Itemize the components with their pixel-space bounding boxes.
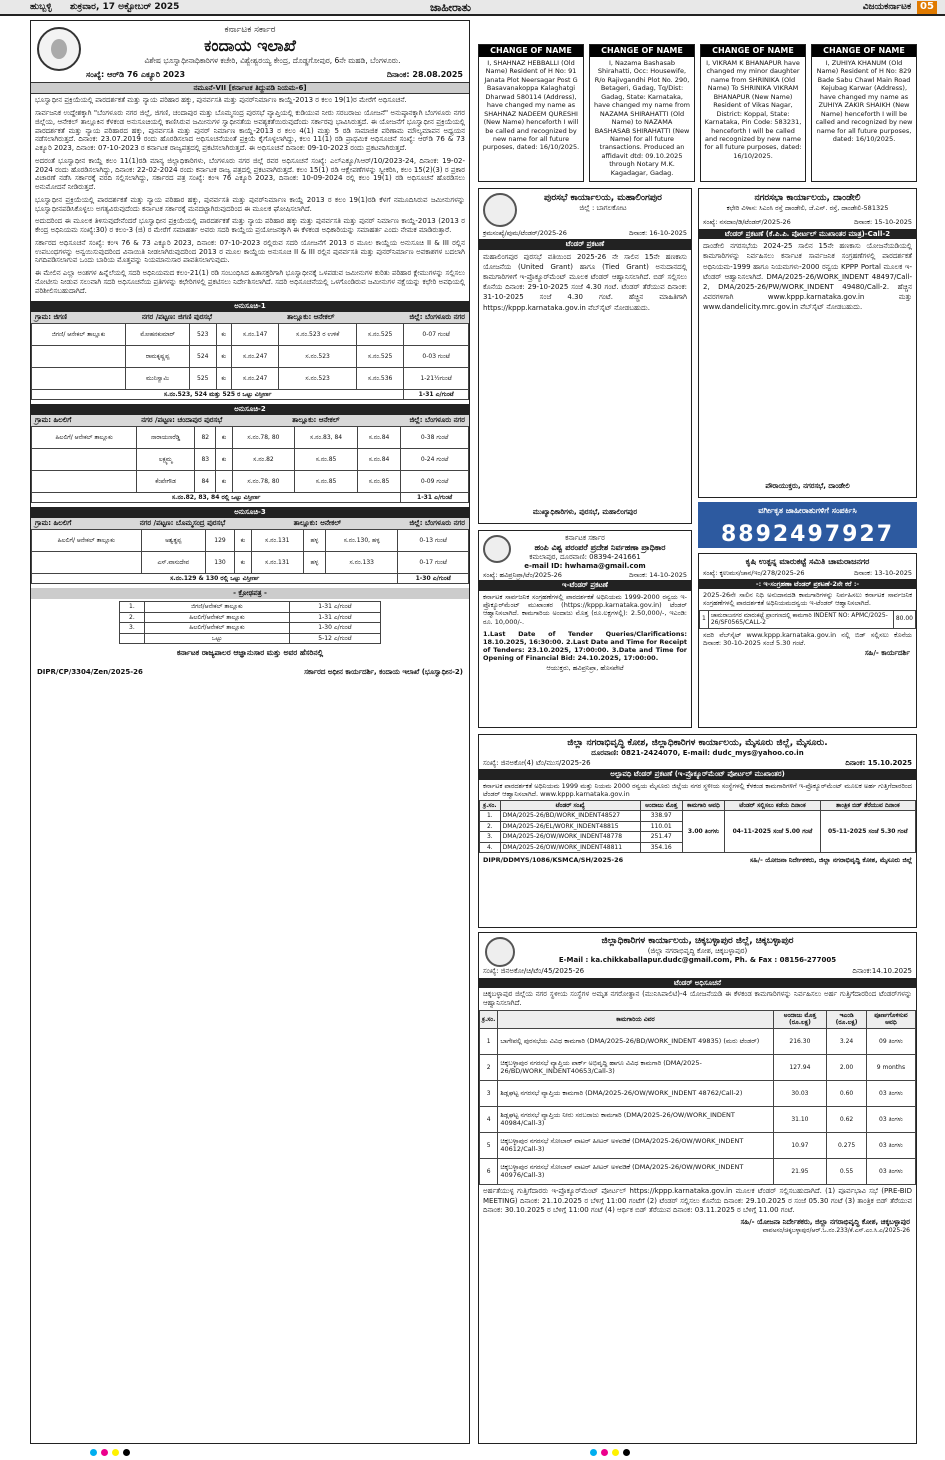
column-header: ಟೆಂಡರ್ ಸಂಖ್ಯೆ (500, 800, 640, 811)
table-cell: 110.01 (640, 821, 682, 832)
govt-label: ಕರ್ನಾಟಕ ಸರ್ಕಾರ (565, 534, 605, 542)
mysuru-table (479, 800, 916, 854)
table-cell: 525 (190, 367, 216, 389)
ref-number: ಸಂಖ್ಯೆ: ಜಿನಅಕೋ(4) ಟೆಂ/ಮುಸ/2025-26 (483, 759, 591, 767)
table-cell: ಕು (216, 426, 232, 448)
table-cell: 03 ತಿಂಗಳು (866, 1132, 915, 1158)
table-cell: ಕು (216, 470, 232, 492)
table-cell: ಸ.ನಂ.78, 80 (232, 470, 295, 492)
total-row (32, 389, 469, 400)
table-cell: 1-30 ಎ/ಗುಂಟೆ (289, 623, 381, 634)
cell: 80.00 (893, 610, 915, 628)
table-cell (32, 470, 137, 492)
table-cell: ಅಶ್ವತ್ಥಪ್ಪ (141, 529, 205, 551)
table-cell: ಚಿಕ್ಕಬಳ್ಳಾಪುರ ನಗರಸಭೆ ವ್ಯಾಪ್ತಿಯ ಪಾರ್ಕ್ ಅಭಿವೃದ್ಧಿ ಹಾಗೂ ವಿವಿಧ ಕಾಮಗಾರಿ (DMA/2025-26/BD/WORK_INDENT40653/Call-3) (498, 1054, 773, 1080)
table-cell: ಸ.ನಂ.78, 80 (232, 426, 295, 448)
table-cell: DMA/2025-26/BD/WORK_INDENT48527 (500, 811, 640, 822)
dept-title: ಕಂದಾಯ ಇಲಾಖೆ (204, 36, 296, 56)
dipr-code: ವಾಪಅಸಂ/ಚಿಕ್ಕಬಳ್ಳಾಪುರ/ಆರ್.ಓ.ನಂ.233/ಕೆ.ಎಸ್.ಎಂ.ಸಿ.ಎ/2025-26 (762, 1226, 910, 1234)
table-cell: 524 (190, 345, 216, 367)
table-cell: 1-21½ಗುಂಟೆ (404, 367, 469, 389)
table-cell: 1-31 ಎ/ಗುಂಟೆ (289, 602, 381, 613)
para-3: ಅದರಂತೆ ಭೂಸ್ವಾಧೀನ ಕಾಯ್ದೆ ಕಲಂ 11(1)ರಡಿ ಮಾನ್ಯ ಜಿಲ್ಲಾಧಿಕಾರಿಗಳು, ಬೆಂಗಳೂರು ನಗರ ಜಿಲ್ಲೆ ರವರ ಅಧಿಸೂಚನೆ ಸಂಖ್ಯೆ: ಎಲ್‌ಎಕ್ಯೂ/ಸಿಆರ್/10/2023-24, ದಿನಾಂಕ: 19-02-2024 ರಂದು ಹೊರಡಿಸಲಾಗಿದ್ದು, ದಿನಾಂಕ: 22-02-2024 ರಂದು ಕರ್ನಾಟಕ ರಾಜ್ಯ ಪತ್ರದಲ್ಲಿ ಪ್ರಕಟವಾಗಿರುತ್ತದೆ. ಕಲಂ 15(1) ರಡಿ ಆಕ್ಷೇಪಣೆಗಳನ್ನು ಸ್ವೀಕರಿಸಿ, ಕಲಂ 15(2)(3) ರ ಪ್ರಕಾರ ವಿಚಾರಣೆ ನಡೆಸಿ ಸರ್ಕಾರಕ್ಕೆ ವರದಿ ಸಲ್ಲಿಸಲಾಗಿದ್ದು, ಸರ್ಕಾರದ ಪತ್ರ ಸಂಖ್ಯೆ: ಕಂಇ 76 ಎಕ್ಯೂರಿ 2023, ದಿನಾಂಕ: 10-09-2024 ರಲ್ಲಿ ಕಲಂ 19(1) ರಡಿ ಅಧಿಸೂಚನೆ ಹೊರಡಿಸಲು ಅನುಮೋದನೆ ನೀಡಿರುತ್ತದೆ. (35, 156, 465, 192)
table-cell: ಸ.ನಂ.84 (357, 426, 400, 448)
table-cell: 0-09 ಗುಂಟೆ (401, 470, 469, 492)
table-cell: ಸ.ನಂ.84 (357, 448, 400, 470)
schedule-table (31, 323, 469, 401)
hampi-tender (478, 530, 692, 728)
table-cell: 0-13 ಗುಂಟೆ (398, 529, 469, 551)
tender-heading: ಅಲ್ಪಾವಧಿ ಟೆಂಡರ್ ಪ್ರಕಟಣೆ (ಇ-ಪ್ರೊಕ್ಯೂರ್‌ಮೆಂಟ್ ಪೋರ್ಟಲ್ ಮುಖಾಂತರ) (479, 769, 916, 780)
page-number: 05 (917, 1, 937, 14)
table-cell: 1 (480, 1028, 498, 1054)
table-cell: 03 ತಿಂಗಳು (866, 1080, 915, 1106)
table-cell: ಜಿಗಣಿ/ ಆನೇಕಲ್ ತಾಲ್ಲೂಕು (32, 323, 126, 345)
ref-date: ದಿನಾಂಕ: 15-10-2025 (854, 218, 912, 227)
land-acquisition-notice (30, 20, 470, 1444)
signatory: ಪೌರಾಯುಕ್ತರು, ನಗರಸಭೆ, ದಾಂಡೇಲಿ (765, 482, 850, 491)
table-cell: ಶಿಡ್ಲಘಟ್ಟ ನಗರಸಭೆ ವ್ಯಾಪ್ತಿಯ ಕಾಮಗಾರಿ (DMA/2025-26/OW/WORK_INDENT 48762/Call-2) (498, 1080, 773, 1106)
table-cell: ಕು (216, 323, 231, 345)
tender-body: ಕರ್ನಾಟಕ ಸಾರ್ವಜನಿಕ ಸಂಗ್ರಹಣೆಗಳಲ್ಲಿ ಪಾರದರ್ಶಕತೆ ಅಧಿನಿಯಮ 1999-2000 ರನ್ವಯ ಇ-ಪ್ರೊಕ್ಯೂರ್‌ಮೆಂಟ್ ಮುಖಾಂತರ (https://kppp.karnataka.gov.in) ಟೆಂಡರ್ ಆಹ್ವಾನಿಸಲಾಗಿದೆ. ಕಾಮಗಾರಿಯ ಅಂದಾಜು ಮೊತ್ತ (ರೂ.ಲಕ್ಷಗಳಲ್ಲಿ): 2.50,000/-, ಇಎಂಡಿ: ರೂ. 10,000/-. (483, 593, 687, 626)
notice-heading: CHANGE OF NAME (701, 45, 805, 57)
table-row (32, 426, 469, 448)
location-taluk: ತಾಲ್ಲೂಕು: ಆನೇಕಲ್ (287, 313, 335, 322)
table-cell: ಸ.ನಂ.130, ಹಳ್ಳ (326, 529, 398, 551)
tender-dates: 1.Last Date of Tender Queries/Clarifications: 18.10.2025, 16:30:00. 2.Last Date and Time for Receipt of Tenders: 23.10.2025, 17:00:00. 3.Date and Time for Opening of Financial Bid: 24.10.2025, 17:00:00. (483, 629, 687, 662)
tender-heading: ಇ-ಟೆಂಡರ್ ಪ್ರಕಟಣೆ (479, 580, 691, 591)
para-7: ಈ ಮೇಲಿನ ಎಲ್ಲಾ ಅಂಶಗಳ ಹಿನ್ನೆಲೆಯಲ್ಲಿ ಸದರಿ ಅಧಿನಿಯಮದ ಕಲಂ-21(1) ರಡಿ ಸಂಬಂಧಿಸಿದ ಹಿತಾಸಕ್ತರಿಗಾಗಿ ಭೂಸ್ವಾಧೀನಕ್ಕೆ ಒಳಪಡುವ ಜಮೀನುಗಳ ಕುರಿತು ಪರಿಹಾರ ಕ್ಲೇಮುಗಳನ್ನು ಸಲ್ಲಿಸಲು ನೋಟೀಸು ನೀಡುವ ಸಲುವಾಗಿ ಸದರಿ ಅಧಿಸೂಚನೆಯ ಪ್ರತಿಗಳನ್ನು ಕಛೇರಿಗಳಲ್ಲಿ ಪ್ರಕಟಿಸಲು ನಿರ್ದೇಶಿಸಲಾಗಿದೆ. ಸದರಿ ಅಧಿಸೂಚನೆಯಲ್ಲಿ ಒಳಗೊಂಡಿರುವ ಜಮೀನುಗಳ ನಕ್ಷೆಯನ್ನು ಕಛೇರಿ ಅವಧಿಯಲ್ಲಿ ಪರಿಶೀಲಿಸಬಹುದಾಗಿದೆ. (35, 269, 465, 295)
table-cell: ಸ.ನಂ.523 (279, 367, 357, 389)
table-row (700, 610, 916, 628)
table-cell: ಸ.ನಂ.131 (251, 529, 303, 551)
govt-seal-icon (483, 535, 511, 563)
table-cell: ಸ.ನಂ.523 ರ ಉಳಿಕೆ (279, 323, 357, 345)
table-cell: 130 (206, 551, 235, 573)
table-cell: 0-07 ಗುಂಟೆ (404, 323, 469, 345)
apmc-tender (698, 553, 917, 728)
schedule-table (31, 529, 469, 585)
column-header: ಪೂರ್ಣಗೊಳಿಸುವ ಅವಧಿ (866, 1010, 915, 1028)
table-row (119, 623, 381, 634)
office-contact: ದೂರವಾಣಿ: 0821-2424070, E-mail: dudc_mys@yahoo.co.in (591, 749, 804, 758)
table-cell: 09 ತಿಂಗಳು (866, 1028, 915, 1054)
office-district: ಜಿಲ್ಲೆ : ಬಾಗಲಕೋಟ (579, 204, 627, 213)
table-row (32, 470, 469, 492)
office-title: ನಗರಸಭಾ ಕಾರ್ಯಾಲಯ, ದಾಂಡೇಲಿ (754, 193, 861, 203)
column-header: ತಾಂತ್ರಿಕ ಬಿಡ್ ತೆರೆಯುವ ದಿನಾಂಕ (820, 800, 915, 811)
table-cell: 5 (480, 1132, 498, 1158)
table-cell: ಸ.ನಂ.131 (251, 551, 303, 573)
table-cell: ಹಿಲಲಿಗೆ/ ಆನೇಕಲ್ ತಾಲ್ಲೂಕು (32, 529, 142, 551)
office-subtitle: (ಜಿಲ್ಲಾ ನಗರಾಭಿವೃದ್ಧಿ ಕೋಶ, ಚಿಕ್ಕಬಳ್ಳಾಪುರ) (647, 947, 748, 956)
total-row (32, 573, 469, 584)
registration-marks-left (90, 1449, 130, 1456)
table-cell: 4. (480, 842, 501, 853)
table-cell: 0-38 ಗುಂಟೆ (401, 426, 469, 448)
table-row (32, 345, 469, 367)
table-cell: 84 (195, 470, 216, 492)
location-village: ಗ್ರಾಮ: ಹಿಲಲಿಗೆ (35, 416, 72, 425)
location-taluk: ತಾಲ್ಲೂಕು: ಆನೇಕಲ್ (292, 416, 340, 425)
summary-title: - ಕ್ರೋಢಪತ್ರ - (31, 588, 469, 599)
table-cell (32, 367, 126, 389)
schedule-location (31, 518, 469, 529)
office-title: ಪುರಸಭೆ ಕಾರ್ಯಾಲಯ, ಮಹಾಲಿಂಗಪುರ (544, 193, 662, 203)
table-cell: 216.30 (773, 1028, 827, 1054)
ref-date: ದಿನಾಂಕ: 14-10-2025 (629, 571, 687, 580)
form-heading: ನಮೂನೆ-VII [ಕರ್ನಾಟಕ ತಿದ್ದುಪಡಿ ನಿಯಮ-6] (31, 82, 469, 95)
notice-heading: CHANGE OF NAME (479, 45, 583, 57)
table-cell (119, 633, 145, 644)
table-row (480, 1054, 916, 1080)
table-cell: ಚಿಕ್ಕಬಳ್ಳಾಪುರ ನಗರಸಭೆ ಸೋಲಾರ್ ವಾಟರ್ ಹೀಟರ್ ಅಳವಡಿಕೆ (DMA/2025-26/OW/WORK_INDENT 40612/Call-3) (498, 1132, 773, 1158)
table-cell: ಸ.ನಂ.85 (295, 448, 358, 470)
location-district: ಜಿಲ್ಲೆ: ಬೆಂಗಳೂರು ನಗರ (409, 313, 465, 322)
tender-body: ಮಹಾಲಿಂಗಪುರ ಪುರಸಭೆ ವತಿಯಿಂದ 2025-26 ನೇ ಸಾಲಿನ 15ನೇ ಹಣಕಾಸು ಯೋಜನೆಯ (United Grant) ಹಾಗೂ (Tied Grant) ಅನುದಾನದಲ್ಲಿ ಕಾಮಗಾರಿಗಳಿಗೆ ಇ-ಪ್ರೊಕ್ಯೂರ್‌ಮೆಂಟ್ ಮೂಲಕ ಟೆಂಡರ್ ಆಹ್ವಾನಿಸಲಾಗಿದೆ. ಬಿಡ್ ಸಲ್ಲಿಸಲು ಕೊನೆಯ ದಿನಾಂಕ: 29-10-2025 ಸಂಜೆ 4.30 ಗಂಟೆ. ಟೆಂಡರ್ ತೆರೆಯುವ ದಿನಾಂಕ: 31-10-2025 ಸಂಜೆ 4.30 ಗಂಟೆ. ಹೆಚ್ಚಿನ ಮಾಹಿತಿಗಾಗಿ https://kppp.karnataka.gov.in ವೆಬ್‌ಸೈಟ್ ನೋಡಬಹುದು. (483, 252, 687, 312)
table-row (480, 1080, 916, 1106)
office-title: ಜಿಲ್ಲಾಧಿಕಾರಿಗಳ ಕಾರ್ಯಾಲಯ, ಚಿಕ್ಕಬಳ್ಳಾಪುರ ಜಿಲ್ಲೆ, ಚಿಕ್ಕಬಳ್ಳಾಪುರ (601, 936, 794, 946)
table-cell: 2.00 (827, 1054, 867, 1080)
ref-number: ಸಂಖ್ಯೆ: ಹವಿಪ್ರನಿಪ್ರಾ/ಟೆಂ/2025-26 (483, 571, 562, 580)
chikkaballapur-table (479, 1010, 916, 1185)
dandeli-tender (698, 188, 917, 498)
table-cell: 2 (480, 1054, 498, 1080)
table-row (32, 323, 469, 345)
column-header: ಕಾಮಗಾರಿಯ ವಿವರ (498, 1010, 773, 1028)
column-header: ಅಂದಾಜು ಮೊತ್ತ (ರೂ.ಲಕ್ಷ) (773, 1010, 827, 1028)
signatory: ಸಹಿ/- ಕಾರ್ಯದರ್ಶಿ (864, 648, 910, 657)
table-cell: ಲಕ್ಷ್ಮಮ್ಮ (137, 448, 195, 470)
dipr-code: DIPR/DDMYS/1086/KSMCA/SH/2025-26 (483, 856, 624, 865)
table-cell: ಕು (216, 448, 232, 470)
total-label: ಸ.ನಂ.129 & 130 ರಲ್ಲಿ ಒಟ್ಟು ವಿಸ್ತೀರ್ಣ (32, 573, 398, 584)
ref-date: ದಿನಾಂಕ:14.10.2025 (852, 966, 912, 975)
table-cell: ಮುನಿಸ್ವಾಮಿ (126, 367, 190, 389)
table-cell: ಸ.ನಂ.85 (357, 470, 400, 492)
table-cell: 5-12 ಎ/ಗುಂಟೆ (289, 633, 381, 644)
office-phone: ಕಮಲಾಪುರ, ದೂರವಾಣಿ: 08394-241661 (529, 552, 641, 561)
total-value: 1-31 ಎ/ಗುಂಟೆ (401, 492, 469, 503)
column-header: ಕ್ರ.ಸಂ. (480, 800, 501, 811)
schedule-title: ಅನುಸೂಚಿ-1 (31, 301, 469, 312)
table-cell: 0-24 ಗುಂಟೆ (401, 448, 469, 470)
table-row (32, 529, 469, 551)
table-cell: ಸ.ನಂ.536 (356, 367, 403, 389)
apmc-table (699, 610, 916, 629)
location-town: ನಗರ /ಪಟ್ಟಣ: ಬೊಮ್ಮಸಂದ್ರ ಪುರಸಭೆ (139, 519, 226, 528)
sign-line-2: ಸರ್ಕಾರದ ಅಧೀನ ಕಾರ್ಯದರ್ಶಿ, ಕಂದಾಯ ಇಲಾಖೆ (ಭೂಸ್ವಾಧೀನ-2) (304, 667, 463, 676)
table-cell: 3.24 (827, 1028, 867, 1054)
signatory: ಮುಖ್ಯಾಧಿಕಾರಿಗಳು, ಪುರಸಭೆ, ಮಹಾಲಿಂಗಪುರ (532, 508, 638, 517)
tender-heading: ಟೆಂಡರ್ ಪ್ರಕಟಣೆ (479, 239, 691, 250)
table-cell: ಬಾಗೇಪಲ್ಲಿ ಪುರಸಭೆಯ ವಿವಿಧ ಕಾಮಗಾರಿ (DMA/2025-26/BD/WORK_INDENT 49835) (ಮರು ಟೆಂಡರ್) (498, 1028, 773, 1054)
office-title: ಕೃಷಿ ಉತ್ಪನ್ನ ಮಾರುಕಟ್ಟೆ ಸಮಿತಿ ಚಾಮರಾಜನಗರ (745, 557, 870, 566)
table-cell: 3. (119, 623, 145, 634)
edition-label: ಹುಬ್ಬಳ್ಳಿ (30, 2, 52, 12)
tender-body: ಕರ್ನಾಟಕ ಪಾರದರ್ಶಕತೆ ಅಧಿನಿಯಮ 1999 ಮತ್ತು ನಿಯಮ 2000 ರನ್ವಯ ಮೈಸೂರು ಜಿಲ್ಲೆಯ ನಗರ ಸ್ಥಳೀಯ ಸಂಸ್ಥೆಗಳಲ್ಲಿ ಕೆಳಕಂಡ ಕಾಮಗಾರಿಗಳಿಗೆ ಇ-ಪ್ರೊಕ್ಯೂರ್‌ಮೆಂಟ್ ಮೂಲಕ ಅರ್ಹ ಗುತ್ತಿಗೆದಾರರಿಂದ ಟೆಂಡರ್ ಆಹ್ವಾನಿಸಲಾಗಿದೆ. www.kppp.karnataka.gov.in (483, 781, 912, 798)
table-row (32, 448, 469, 470)
table-cell: ಹಿಲಲಿಗೆ/ಆನೇಕಲ್ ತಾಲ್ಲೂಕು (145, 612, 289, 623)
notice-heading: CHANGE OF NAME (812, 45, 916, 57)
table-cell: ಹಳ್ಳ (303, 529, 326, 551)
notice-text: I, ZUHIYA KHANUM (Old Name) Resident of H No: 829 Bade Sabu Chawl Main Road Kejubag Karwar (Address), have changed my name as ZUHIYA ZAKIR SHAIKH (New Name) henceforth I will be called and recognized by new name for all future purposes, dated: 16/10/2025. (815, 59, 913, 143)
office-email: e-mail ID: hwhama@gmail.com (524, 561, 646, 570)
table-cell: ಹಿಲಲಿಗೆ/ಆನೇಕಲ್ ತಾಲ್ಲೂಕು (145, 623, 289, 634)
table-row (480, 1158, 916, 1184)
location-village: ಗ್ರಾಮ: ಹಿಲಲಿಗೆ (35, 519, 72, 528)
table-cell: ಕು (216, 345, 231, 367)
notice-heading: CHANGE OF NAME (590, 45, 694, 57)
masthead: ವಿಜಯಕರ್ನಾಟಕ (862, 2, 911, 12)
column-header: ಕ್ರ.ಸಂ. (480, 1010, 498, 1028)
table-cell (32, 448, 137, 470)
table-cell: 354.16 (640, 842, 682, 853)
schedule-table (31, 426, 469, 504)
table-cell: ರಾಮಕೃಷ್ಣಪ್ಪ (126, 345, 190, 367)
notice-text: I, SHAHNAZ HEBBALLI (Old Name) Resident of H No: 91 Janata Plot Neersagar Post G Basavanakoppa Kalaghatgi Dharwad 580114 (Address), have changed my name as SHAHNAZ NADEEM QURESHI (New Name) henceforth I will be called and recognized by new name for all future purposes, dated: 16/10/2025. (482, 59, 580, 152)
table-row (480, 1028, 916, 1054)
table-cell: ಸ.ನಂ.133 (326, 551, 398, 573)
schedule-location (31, 312, 469, 323)
table-cell: ಶಿಡ್ಲಘಟ್ಟ ನಗರಸಭೆ ವ್ಯಾಪ್ತಿಯ ನೀರು ಸರಬರಾಜು ಕಾಮಗಾರಿ (DMA/2025-26/OW/WORK_INDENT 40984/Call-3) (498, 1106, 773, 1132)
dipr-code: DIPR/CP/3304/Zen/2025-26 (37, 667, 143, 676)
table-cell: ಕು (234, 529, 251, 551)
table-cell: 21.95 (773, 1158, 827, 1184)
govt-label: ಕರ್ನಾಟಕ ಸರ್ಕಾರ (224, 25, 276, 35)
column-header: ಕಾಮಗಾರಿ ಅವಧಿ (682, 800, 725, 811)
sign-line-1: ಕರ್ನಾಟಕ ರಾಜ್ಯಪಾಲರ ಆಜ್ಞಾನುಸಾರ ಮತ್ತು ಅವರ ಹೆಸರಿನಲ್ಲಿ (176, 648, 324, 658)
notice-date: ದಿನಾಂಕ: 28.08.2025 (386, 69, 463, 79)
tender-heading: ಟೆಂಡರ್ ಅಧಿಸೂಚನೆ (479, 978, 916, 989)
para-5: ಅದುದರಿಂದ ಈ ಮೂಲಕ ತಿಳಿಸುವುದೇನೆಂದರೆ ಭೂಸ್ವಾಧೀನ ಪ್ರಕ್ರಿಯೆಯಲ್ಲಿ ಪಾರದರ್ಶಕತೆ ಮತ್ತು ನ್ಯಾಯ ಪರಿಹಾರ ಹಕ್ಕು ಮತ್ತು ಪುನರ್ವಸತಿ ಮತ್ತು ಪುನರ್ ನಿರ್ಮಾಣ ಕಾಯ್ದೆ-2013 (2013 ರ ಕೇಂದ್ರ ಅಧಿನಿಯಮ ಸಂಖ್ಯೆ:30) ರ ಕಲಂ-3 (ಜಿ) ರ ಮೇರೆಗೆ ಸಮಾಹರ್ತ ಅವರು ಸದರಿ ಕಾಯ್ದೆಯ ಪ್ರಯೋಜನಕ್ಕಾಗಿ ಈ ಕೆಳಕಂಡ ಅಧಿಕಾರಿಯನ್ನು ಸಮಾಹರ್ತ ಎಂದು ನೇಮಕ ಮಾಡಿರುತ್ತಾರೆ. (35, 217, 465, 235)
table-cell: ಸ.ನಂ.85 (295, 470, 358, 492)
cell: ಚಾಮರಾಜನಗರ ಮಾರುಕಟ್ಟೆ ಪ್ರಾಂಗಣದಲ್ಲಿ ಕಾಮಗಾರಿ INDENT NO: APMC/2025-26/SF0565/CALL-2 (708, 610, 893, 628)
table-cell: 338.97 (640, 811, 682, 822)
section-title: ಜಾಹೀರಾತು (430, 1, 472, 14)
office-title: ಜಿಲ್ಲಾ ನಗರಾಭಿವೃದ್ಧಿ ಕೋಶ, ಜಿಲ್ಲಾಧಿಕಾರಿಗಳ ಕಾರ್ಯಾಲಯ, ಮೈಸೂರು ಜಿಲ್ಲೆ, ಮೈಸೂರು. (567, 738, 828, 748)
column-header: ಇಎಂಡಿ (ರೂ.ಲಕ್ಷ) (827, 1010, 867, 1028)
issue-date: ಶುಕ್ರವಾರ, 17 ಅಕ್ಟೋಬರ್ 2025 (70, 2, 180, 12)
office-contact: E-Mail : ka.chikkaballapur.dudc@gmail.com, Ph. & Fax : 08156-277005 (558, 956, 837, 964)
table-cell: ಸ.ನಂ.523 (279, 345, 357, 367)
table-cell: ಸ.ನಂ.83, 84 (295, 426, 358, 448)
table-cell: 0.55 (827, 1158, 867, 1184)
notice-ref: ಸಂಖ್ಯೆ: ಆರ್‌ಡಿ 76 ಎಕ್ಯೂರಿ 2023 (86, 69, 186, 79)
table-cell: ಹಳ್ಳ (303, 551, 326, 573)
table-cell: ಸ.ನಂ.247 (231, 367, 278, 389)
para-6: ಸರ್ಕಾರದ ಅಧಿಸೂಚನೆ ಸಂಖ್ಯೆ: ಕಂಇ 76 & 73 ಎಕ್ಯೂರಿ 2023, ದಿನಾಂಕ: 07-10-2023 ರಲ್ಲಿರುವ ಸದರಿ ಯೋಜನೆಗೆ 2013 ರ ಮೂಲ ಕಾಯ್ದೆಯ ಅನುಸೂಚಿ II & III ರಲ್ಲಿನ ಉಪಬಂಧಗಳನ್ನು ಅನ್ವಯಿಸುವುದರಿಂದ ವಿನಾಯಿತಿ ನೀಡಲಾಗಿರುವುದರಿಂದ 2013 ರ ಮೂಲ ಕಾಯ್ದೆಯ ಅನುಸೂಚಿ II & III ರಲ್ಲಿನ ಪುನರ್ವಸತಿ ಮತ್ತು ಪುನರ್‌ನಿರ್ಮಾಣ ಅವಕಾಶಗಳ ಬದಲಾಗಿ ನಿಗದಿಪಡಿಸಲಾಗುವ ಒಂದು ಬಾರಿಯ ಮೊತ್ತವನ್ನು ನಿಯಮಾನುಸಾರ ಪಾವತಿಸಲಾಗುವುದು. (35, 238, 465, 265)
office-address: ವಿಶೇಷ ಭೂಸ್ವಾಧೀನಾಧಿಕಾರಿಗಳ ಕಚೇರಿ, ವಿಶ್ವೇಶ್ವರಯ್ಯ ಕೇಂದ್ರ, ದೊಡ್ಡಗೋಪುರ, 6ನೇ ಮಹಡಿ, ಬೆಂಗಳೂರು. (144, 56, 401, 66)
signatory: ಆಯುಕ್ತರು, ಹವಿಪ್ರನಿಪ್ರಾ, ಹೊಸಪೇಟೆ (546, 664, 624, 673)
tender-footer: ಸದರಿ ವೆಬ್‌ಸೈಟ್ www.kppp.karnataka.gov.in ನಲ್ಲಿ ಬಿಡ್ ಸಲ್ಲಿಸಲು ಕೊನೆಯ ದಿನಾಂಕ: 30-10-2025 ಸಂಜೆ 5.30 ಗಂಟೆ. (703, 630, 912, 647)
location-district: ಜಿಲ್ಲೆ: ಬೆಂಗಳೂರು ನಗರ (409, 416, 465, 425)
table-cell: 83 (195, 448, 216, 470)
table-row (32, 551, 469, 573)
total-row (32, 492, 469, 503)
table-cell: ಸ.ನಂ.525 (356, 345, 403, 367)
mahalingapur-tender (478, 188, 692, 524)
para-4: ಭೂಸ್ವಾಧೀನ ಪ್ರಕ್ರಿಯೆಯಲ್ಲಿ ಪಾರದರ್ಶಕತೆ ಮತ್ತು ನ್ಯಾಯ ಪರಿಹಾರ ಹಕ್ಕು, ಪುನರ್ವಸತಿ ಮತ್ತು ಪುನರ್‌ನಿರ್ಮಾಣ ಕಾಯ್ದೆ 2013 ರ ಕಲಂ 19(1)ರಡಿ ಕೆಳಗೆ ನಮೂದಿಸಿರುವ ಜಮೀನುಗಳನ್ನು ಭೂಸ್ವಾಧೀನಪಡಿಸಿಕೊಳ್ಳಲು ಅಗತ್ಯವಿರುವುದೆಂದು ಕರ್ನಾಟಕ ಸರ್ಕಾರಕ್ಕೆ ಮನದಟ್ಟಾಗಿರುವುದರಿಂದ ಈ ಮೂಲಕ ಘೋಷಿಸಲಾಗಿದೆ. (35, 195, 465, 213)
ref-date: ದಿನಾಂಕ: 16-10-2025 (629, 229, 687, 237)
location-village: ಗ್ರಾಮ: ಜಿಗಣಿ (35, 313, 67, 322)
classified-ads-banner: ವರ್ಗೀಕೃತ ಜಾಹೀರಾತುಗಳಿಗೆ ಸಂಪರ್ಕಿಸಿ (698, 502, 917, 522)
signatory: ಸಹಿ/- ಯೋಜನಾ ನಿರ್ದೇಶಕರು, ಜಿಲ್ಲಾ ನಗರಾಭಿವೃದ್ಧಿ ಕೋಶ, ಮೈಸೂರು ಜಿಲ್ಲೆ (749, 856, 912, 865)
total-label: ಸ.ನಂ.82, 83, 84 ರಲ್ಲಿ ಒಟ್ಟು ವಿಸ್ತೀರ್ಣ (32, 492, 401, 503)
table-cell: ಸ.ನಂ.525 (356, 323, 403, 345)
table-cell: ಸ.ನಂ.82 (232, 448, 295, 470)
table-cell: 127.94 (773, 1054, 827, 1080)
tender-footer: ಅರ್ಹತೆಯುಳ್ಳ ಗುತ್ತಿಗೆದಾರರು ಇ-ಪ್ರೊಕ್ಯೂರ್‌ಮೆಂಟ್ ಪೋರ್ಟಲ್ https://kppp.karnataka.gov.in ಮೂಲಕ ಟೆಂಡರ್ ಸಲ್ಲಿಸಬಹುದಾಗಿದೆ. (1) ಪೂರ್ವಭಾವಿ ಸಭೆ (PRE-BID MEETING) ದಿನಾಂಕ: 21.10.2025 ರ ಬೆಳಿಗ್ಗೆ 11:00 ಗಂಟೆಗೆ (2) ಟೆಂಡರ್ ಸಲ್ಲಿಸಲು ಕೊನೆಯ ದಿನಾಂಕ: 29.10.2025 ರ ಸಂಜೆ 05.30 ಗಂಟೆ (3) ತಾಂತ್ರಿಕ ಬಿಡ್ ತೆರೆಯುವ ದಿನಾಂಕ: 30.10.2025 ರ ಬೆಳಿಗ್ಗೆ 11:00 ಗಂಟೆ (4) ಆರ್ಥಿಕ ಬಿಡ್ ತೆರೆಯುವ ದಿನಾಂಕ: 03.11.2025 ರ ಬೆಳಿಗ್ಗೆ 11.00 ಗಂಟೆ. (483, 1186, 912, 1215)
ref-date: ದಿನಾಂಕ: 15.10.2025 (845, 759, 912, 767)
table-cell: 0-17 ಗುಂಟೆ (398, 551, 469, 573)
table-cell: ಸ.ನಂ.147 (231, 323, 278, 345)
registration-marks-right (590, 1449, 630, 1456)
ref-number: ಸಂಖ್ಯೆ: ಜಿನಅಕೋ/ಚಿ/ಟೆಂ/45/2025-26 (483, 966, 585, 975)
table-cell: 10.97 (773, 1132, 827, 1158)
summary-table (119, 601, 382, 644)
table-cell: ಚಿಕ್ಕಬಳ್ಳಾಪುರ ನಗರಸಭೆ ಸೋಲಾರ್ ವಾಟರ್ ಹೀಟರ್ ಅಳವಡಿಕೆ (DMA/2025-26/OW/WORK_INDENT 40976/Call-3) (498, 1158, 773, 1184)
table-cell: ಕು (216, 367, 231, 389)
ref-number: ಸಂಖ್ಯೆ: ಕೃಉಮಸ/ಚಾನ/ಇಂ/278/2025-26 (703, 569, 805, 577)
table-cell: 30.03 (773, 1080, 827, 1106)
tender-lastdate: 04-11-2025 ಸಂಜೆ 5.00 ಗಂಟೆ (725, 811, 820, 853)
table-cell: 0.62 (827, 1106, 867, 1132)
total-value: 1-31 ಎ/ಗುಂಟೆ (404, 389, 469, 400)
table-cell: 4 (480, 1106, 498, 1132)
tender-body: ಚಿಕ್ಕಬಳ್ಳಾಪುರ ಜಿಲ್ಲೆಯ ನಗರ ಸ್ಥಳೀಯ ಸಂಸ್ಥೆಗಳ ಅಮೃತ ನಗರೋತ್ಥಾನ (ಮುನಿಸಿಪಾಲಿಟಿ)-4 ಯೋಜನೆಯಡಿ ಈ ಕೆಳಕಂಡ ಕಾಮಗಾರಿಗಳನ್ನು ನಿರ್ವಹಿಸಲು ಅರ್ಹ ಗುತ್ತಿಗೆದಾರರಿಂದ ಟೆಂಡರ್‌ಗಳನ್ನು ಆಹ್ವಾನಿಸಲಾಗಿದೆ. (483, 990, 912, 1007)
table-row (480, 1132, 916, 1158)
classified-phone[interactable]: 8892497927 (698, 522, 917, 548)
table-row (32, 367, 469, 389)
table-cell (32, 551, 142, 573)
page-header (0, 0, 945, 16)
table-cell: 1. (119, 602, 145, 613)
table-cell: ಸ.ನಂ.247 (231, 345, 278, 367)
table-row (119, 612, 381, 623)
tender-heading: ಟೆಂಡರ್ ಪ್ರಕಟಣೆ (ಕೆ.ಪಿ.ಪಿ. ಪೋರ್ಟಲ್ ಮುಖಾಂತರ ಮಾತ್ರ)-Call-2 (699, 229, 916, 240)
tender-heading: -: ಇ-ಸಂಗ್ರಹಣಾ ಟೆಂಡರ್ ಪ್ರಕಟಣೆ-2ನೇ ಕರೆ :- (699, 579, 916, 589)
table-cell: 03 ತಿಂಗಳು (866, 1158, 915, 1184)
ref-number: ಕ್ರಮಸಂಖ್ಯೆ/ಪುಮ/ಟೆಂಡರ್/2025-26 (483, 229, 567, 237)
table-cell: 6 (480, 1158, 498, 1184)
table-cell: 1-31 ಎ/ಗುಂಟೆ (289, 612, 381, 623)
total-value: 1-30 ಎ/ಗುಂಟೆ (398, 573, 469, 584)
para-2: ಸಾರ್ವಜನಿಕ ಉದ್ದೇಶಕ್ಕಾಗಿ "ಬೆಂಗಳೂರು ನಗರ ಜಿಲ್ಲೆ, ಜಿಗಣಿ, ಚಂದಾಪುರ ಮತ್ತು ಬೊಮ್ಮಸಂದ್ರ ಪುರಸಭೆ ವ್ಯಾಪ್ತಿಯಲ್ಲಿ ಕುಡಿಯುವ ನೀರು ಸರಬರಾಜು ಯೋಜನೆ" ಅನುಷ್ಠಾನಕ್ಕಾಗಿ ಬೆಂಗಳೂರು ನಗರ ಜಿಲ್ಲೆಯ, ಆನೇಕಲ್ ತಾಲ್ಲೂಕಿನ ಕೆಳಕಂಡ ಅನುಸೂಚಿಯಲ್ಲಿ ಕಾಣಿಸಿರುವ ಜಮೀನುಗಳ ಸ್ವಾಧೀನತೆಯ ಅವಶ್ಯಕತೆಯಿರುವುದೆಂದು ಸರ್ಕಾರವು ಭಾವಿಸಿರುತ್ತದೆ. ಈ ಯೋಜನೆಗೆ ಭೂಸ್ವಾಧೀನ ಪ್ರಕ್ರಿಯೆಯಲ್ಲಿ ಪಾರದರ್ಶಕತೆ ಮತ್ತು ನ್ಯಾಯ ಪರಿಹಾರದ ಹಕ್ಕು, ಪುನರ್ವಸತಿ ಮತ್ತು ಪುನರ್ ನಿರ್ಮಾಣ ಕಾಯ್ದೆ-2013 ರ ಕಲಂ 4(1) ಮತ್ತು 5 ರಡಿ ಸಾಮಾಜಿಕ ಪರಿಣಾಮ ಮೌಲ್ಯಮಾಪನ ಅಧ್ಯಯನ ನಡೆಸಲಾಗಿರುತ್ತದೆ. ದಿನಾಂಕ: 23.07.2019 ರಂದು ಹೊರಡಿಸಲಾದ ಅಧಿಸೂಚನೆಯಂತೆ ಪ್ರಕ್ರಿಯೆ ಕೈಗೊಳ್ಳಲಾಗಿದ್ದು, ಕಲಂ 11(1) ರಡಿ ಪ್ರಾಥಮಿಕ ಅಧಿಸೂಚನೆ ಸಂಖ್ಯೆ: ಆರ್‌ಡಿ 76 & 73 ಎಕ್ಯೂರಿ 2023, ದಿನಾಂಕ: 07-10-2023 ರ ಕರ್ನಾಟಕ ರಾಜ್ಯಪತ್ರದಲ್ಲಿ ಪ್ರಕಟಿಸಲಾಗಿರುತ್ತದೆ. ಈ ಅಧಿಸೂಚನೆ ದಿನಾಂಕ: 09-10-2023 ರಂದು ಪ್ರಕಟವಾಗಿರುತ್ತದೆ. (35, 109, 465, 153)
table-cell: 03 ತಿಂಗಳು (866, 1106, 915, 1132)
table-cell: 0.275 (827, 1132, 867, 1158)
column-header: ಟೆಂಡರ್ ಸಲ್ಲಿಸಲು ಕಡೆಯ ದಿನಾಂಕ (725, 800, 820, 811)
office-title: ಹಂಪಿ ವಿಶ್ವ ಪರಂಪರೆ ಪ್ರದೇಶ ನಿರ್ವಹಣಾ ಪ್ರಾಧಿಕಾರ (534, 542, 666, 552)
tender-opendate: 05-11-2025 ಸಂಜೆ 5.30 ಗಂಟೆ (820, 811, 915, 853)
karnataka-emblem-icon (37, 27, 81, 71)
column-header: ಅಂದಾಜು ಮೊತ್ತ (640, 800, 682, 811)
table-cell: 0-03 ಗುಂಟೆ (404, 345, 469, 367)
table-cell: DMA/2025-26/OW/WORK_INDENT48778 (500, 832, 640, 843)
table-cell: 9 months (866, 1054, 915, 1080)
table-cell: ಮೋಹನಕುಮಾರ್ (126, 323, 190, 345)
tender-body: 2025-26ನೇ ಸಾಲಿನ ನಿಧಿ ಅನುದಾನದಡಿ ಕಾಮಗಾರಿಗಳನ್ನು ನಿರ್ವಹಿಸಲು ಕರ್ನಾಟಕ ಸಾರ್ವಜನಿಕ ಸಂಗ್ರಹಣೆಗಳಲ್ಲಿ ಪಾರದರ್ಶಕತೆ ಅಧಿನಿಯಮದನ್ವಯ ಇ-ಟೆಂಡರ್ ಆಹ್ವಾನಿಸಲಾಗಿದೆ. (703, 591, 912, 608)
para-1: ಭೂಸ್ವಾಧೀನ ಪ್ರಕ್ರಿಯೆಯಲ್ಲಿ ಪಾರದರ್ಶಕತೆ ಮತ್ತು ನ್ಯಾಯ ಪರಿಹಾರ ಹಕ್ಕು, ಪುನರ್ವಸತಿ ಮತ್ತು ಪುನರ್‌ನಿರ್ಮಾಣ ಕಾಯ್ದೆ-2013 ರ ಕಲಂ 19(1)ರ ಮೇರೆಗೆ ಅಧಿಸೂಚನೆ. (35, 96, 407, 105)
location-town: ನಗರ /ಪಟ್ಟಣ: ಜಿಗಣಿ ಪುರಸಭೆ (141, 313, 213, 322)
table-cell: ಹಿಲಲಿಗೆ/ ಆನೇಕಲ್ ತಾಲ್ಲೂಕು (32, 426, 137, 448)
tender-body: ದಾಂಡೇಲಿ ನಗರಸಭೆಯ 2024-25 ಸಾಲಿನ 15ನೇ ಹಣಕಾಸು ಯೋಜನೆಯಡಿಯಲ್ಲಿ ಕಾಮಗಾರಿಗಳನ್ನು ನಿರ್ವಹಿಸಲು ಕರ್ನಾಟಕ ಸಾರ್ವಜನಿಕ ಸಂಗ್ರಹಣೆಗಳಲ್ಲಿ ಪಾರದರ್ಶಕತೆ ಅಧಿನಿಯಮ-1999 ಹಾಗೂ ನಿಯಮಗಳು-2000 ರನ್ವಯ KPPP Portal ಮೂಲಕ ಇ-ಟೆಂಡರ್ ಆಹ್ವಾನಿಸಲಾಗಿದೆ. DMA/2025-26/WORK_INDENT 48497/Call-2, DMA/2025-26/PW/WORK_INDENT 49480/Call-2. ಹೆಚ್ಚಿನ ವಿವರಗಳಿಗಾಗಿ www.kppp.karnataka.gov.in ಮತ್ತು www.dandelicity.mrc.gov.in ವೆಬ್‌ಸೈಟ್ ನೋಡಬಹುದು. (703, 242, 912, 312)
table-cell (32, 345, 126, 367)
change-of-name-3 (700, 44, 806, 182)
location-district: ಜಿಲ್ಲೆ: ಬೆಂಗಳೂರು ನಗರ (409, 519, 465, 528)
table-cell: 251.47 (640, 832, 682, 843)
table-cell: 129 (206, 529, 235, 551)
table-cell: ಎಸ್.ವಾಸುದೇವ (141, 551, 205, 573)
table-cell: ಕೆಂಪೇಗೌಡ (137, 470, 195, 492)
table-cell: ಜಿಗಣಿ/ಆನೇಕಲ್ ತಾಲ್ಲೂಕು (145, 602, 289, 613)
table-cell: 0.60 (827, 1080, 867, 1106)
schedule-location (31, 415, 469, 426)
change-of-name-2 (589, 44, 695, 182)
change-of-name-1 (478, 44, 584, 182)
chikkaballapur-tender (478, 932, 917, 1444)
table-row (119, 633, 381, 644)
ref-number: ಸಂಖ್ಯೆ: ನಸದಾಂ/ಡಿ/ಟೆಂಡರ್/2025-26 (703, 218, 791, 227)
table-cell: 1. (480, 811, 501, 822)
table-cell: 3. (480, 832, 501, 843)
signatory: ಸಹಿ/- ಯೋಜನಾ ನಿರ್ದೇಶಕರು, ಜಿಲ್ಲಾ ನಗರಾಭಿವೃದ್ಧಿ ಕೋಶ, ಚಿಕ್ಕಬಳ್ಳಾಪುರ (740, 1218, 910, 1227)
table-cell: 3 (480, 1080, 498, 1106)
table-cell: 31.10 (773, 1106, 827, 1132)
table-cell: DMA/2025-26/EL/WORK_INDENT48815 (500, 821, 640, 832)
change-of-name-4 (811, 44, 917, 182)
notice-text: I, VIKRAM K BHANAPUR have changed my minor daughter name from SHRINIKA (Old Name) To SHRINIKA VIKRAM BHANAPUR (New Name) Resident of Vikas Nagar, District: Koppal, State: Karnataka, Pin Code: 583231, henceforth I will be called and recognized by new name for all future purposes, dated: 16/10/2025. (704, 59, 802, 160)
table-cell: DMA/2025-26/OW/WORK_INDENT48811 (500, 842, 640, 853)
location-town: ನಗರ /ಪಟ್ಟಣ: ಚಂದಾಪುರ ಪುರಸಭೆ (141, 416, 223, 425)
table-cell: 523 (190, 323, 216, 345)
table-cell: ಕು (234, 551, 251, 573)
table-cell: 2. (119, 612, 145, 623)
table-cell: 82 (195, 426, 216, 448)
municipal-seal-icon (483, 193, 517, 227)
table-cell: ಒಟ್ಟು (145, 633, 289, 644)
cell: 1 (700, 610, 709, 628)
schedules (31, 301, 469, 584)
tender-period: 3.00 ತಿಂಗಳು (682, 811, 725, 853)
govt-seal-icon (485, 937, 515, 967)
office-address: ಕಛೇರಿ ವಿಳಾಸ: ಸಿಎಂಸಿ ರಸ್ತೆ ದಾಂಡೇಲಿ, ಜೆ.ಎನ್. ರಸ್ತೆ, ದಾಂಡೇಲಿ-581325 (726, 204, 889, 213)
table-row (480, 1106, 916, 1132)
table-cell: ನಾರಾಯಣರೆಡ್ಡಿ (137, 426, 195, 448)
notice-text: I, Nazama Bashasab Shirahatti, Occ: Housewife, R/o Rajivgandhi Plot No. 290, Betageri, Gadag, Tq/Dist: Gadag, State: Karnataka, have changed my name from NAZAMA SHIRAHATTI (Old Name) to NAZAMA BASHASAB SHIRAHATTI (New Name) for all future transactions. Produced an affidavit dtd: 09.10.2025 through Notary M.K. Kagadagar, Gadag. (594, 59, 690, 177)
location-taluk: ತಾಲ್ಲೂಕು: ಆನೇಕಲ್ (293, 519, 342, 528)
ref-date: ದಿನಾಂಕ: 13-10-2025 (854, 569, 912, 577)
total-label: ಸ.ನಂ.523, 524 ಮತ್ತು 525 ರ ಒಟ್ಟು ವಿಸ್ತೀರ್ಣ (32, 389, 404, 400)
mysuru-tender (478, 734, 917, 928)
table-row (480, 811, 916, 822)
schedule-title: ಅನುಸೂಚಿ-3 (31, 507, 469, 518)
schedule-title: ಅನುಸೂಚಿ-2 (31, 404, 469, 415)
table-row (119, 602, 381, 613)
table-cell: 2. (480, 821, 501, 832)
